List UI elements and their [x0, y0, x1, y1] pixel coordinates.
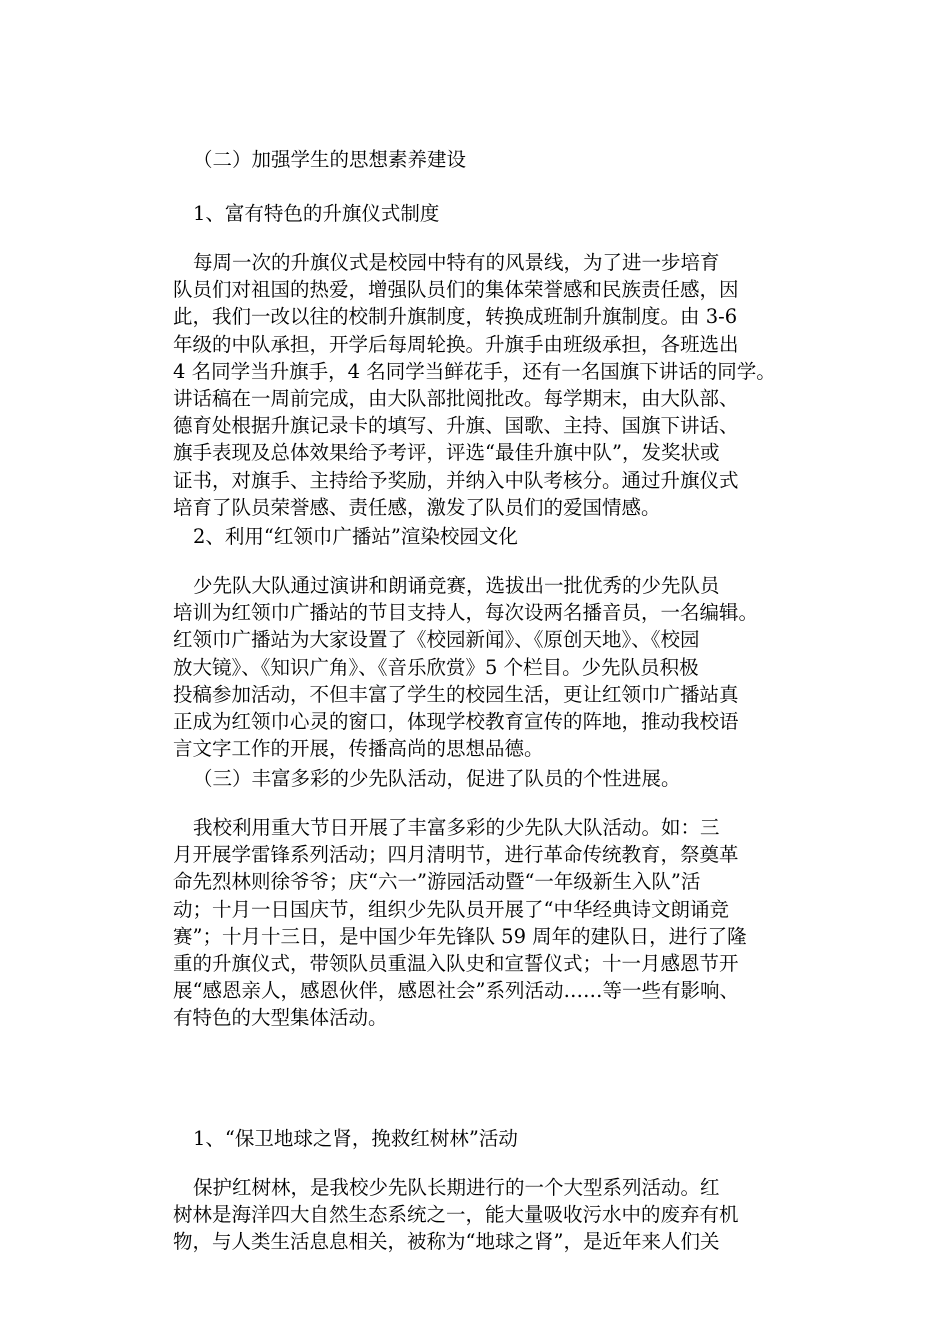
subsection-heading: 1、“保卫地球之肾，挽救红树林”活动 — [193, 1127, 518, 1150]
paragraph-broadcast-station — [173, 572, 805, 762]
paragraph-activities — [173, 814, 805, 1032]
paragraph-line: 言文字工作的开展，传播高尚的思想品德。 — [173, 737, 544, 761]
section-heading: （二）加强学生的思想素养建设 — [193, 148, 467, 171]
paragraph-line: 重的升旗仪式，带领队员重温入队史和宣誓仪式；十一月感恩节开 — [173, 952, 739, 976]
paragraph-line: 投稿参加活动，不但丰富了学生的校园生活，更让红领巾广播站真 — [173, 682, 739, 706]
paragraph-line: 证书，对旗手、主持给予奖励，并纳入中队考核分。通过升旗仪式 — [173, 468, 739, 492]
paragraph-line: 正成为红领巾心灵的窗口，体现学校教育宣传的阵地，推动我校语 — [173, 710, 739, 734]
paragraph-line: 旗手表现及总体效果给予考评，评选“最佳升旗中队”，发奖状或 — [173, 441, 720, 465]
section-heading: （三）丰富多彩的少先队活动，促进了队员的个性进展。 — [193, 767, 681, 790]
paragraph-line: 德育处根据升旗记录卡的填写、升旗、国歌、主持、国旗下讲话、 — [173, 414, 739, 438]
paragraph-line: 队员们对祖国的热爱，增强队员们的集体荣誉感和民族责任感，因 — [173, 278, 739, 302]
paragraph-line: 树林是海洋四大自然生态系统之一，能大量吸收污水中的废弃有机 — [173, 1203, 739, 1227]
paragraph-line: 月开展学雷锋系列活动；四月清明节，进行革命传统教育，祭奠革 — [173, 843, 739, 867]
subsection-heading: 1、富有特色的升旗仪式制度 — [193, 202, 440, 225]
paragraph-line: 4 名同学当升旗手，4 名同学当鲜花手，还有一名国旗下讲话的同学。 — [173, 359, 776, 383]
paragraph-line: 年级的中队承担，开学后每周轮换。升旗手由班级承担，各班选出 — [173, 332, 739, 356]
paragraph-mangrove — [173, 1174, 805, 1256]
paragraph-line: 有特色的大型集体活动。 — [173, 1006, 388, 1030]
paragraph-line: 动；十月一日国庆节，组织少先队员开展了“中华经典诗文朗诵竞 — [173, 897, 729, 921]
paragraph-line: 保护红树林，是我校少先队长期进行的一个大型系列活动。红 — [193, 1176, 720, 1199]
paragraph-line: 培育了队员荣誉感、责任感，激发了队员们的爱国情感。 — [173, 495, 661, 519]
paragraph-line: 展“感恩亲人，感恩伙伴，感恩社会”系列活动……等一些有影响、 — [173, 979, 739, 1003]
paragraph-line: 少先队大队通过演讲和朗诵竞赛，选拔出一批优秀的少先队员 — [193, 574, 720, 597]
paragraph-flag-ceremony — [173, 249, 805, 521]
paragraph-line: 每周一次的升旗仪式是校园中特有的风景线，为了进一步培育 — [193, 251, 720, 274]
paragraph-line: 此，我们一改以往的校制升旗制度，转换成班制升旗制度。由 3-6 — [173, 305, 738, 329]
paragraph-line: 命先烈林则徐爷爷；庆“六一”游园活动暨“一年级新生入队”活 — [173, 870, 701, 894]
paragraph-line: 赛”；十月十三日，是中国少年先锋队 59 周年的建队日，进行了隆 — [173, 924, 747, 948]
paragraph-line: 我校利用重大节日开展了丰富多彩的少先队大队活动。如：三 — [193, 816, 720, 839]
paragraph-line: 放大镜》、《知识广角》、《音乐欣赏》5 个栏目。少先队员积极 — [173, 655, 699, 679]
paragraph-line: 物，与人类生活息息相关，被称为“地球之肾”，是近年来人们关 — [173, 1230, 720, 1254]
subsection-heading: 2、利用“红领巾广播站”渲染校园文化 — [193, 525, 518, 548]
paragraph-line: 培训为红领巾广播站的节目支持人，每次设两名播音员，一名编辑。 — [173, 601, 759, 625]
paragraph-line: 红领巾广播站为大家设置了《校园新闻》、《原创天地》、《校园 — [173, 628, 700, 652]
paragraph-line: 讲话稿在一周前完成，由大队部批阅批改。每学期末，由大队部、 — [173, 387, 739, 411]
